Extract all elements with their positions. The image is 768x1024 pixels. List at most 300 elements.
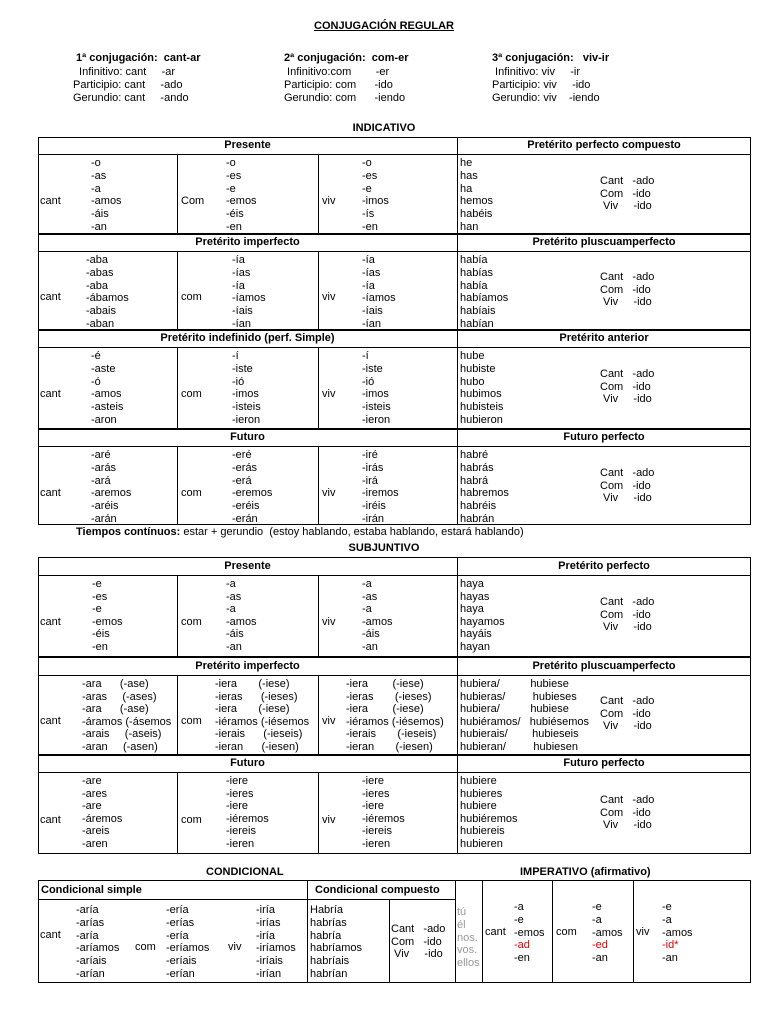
ending-ir: -es: [362, 169, 378, 182]
ending-ir: -iría: [256, 929, 275, 942]
rule: [38, 329, 751, 331]
ending-ir: -irá: [362, 474, 378, 487]
ending-ir: -imos: [362, 388, 389, 401]
ending-ar: -amos: [91, 388, 122, 401]
ending-er: -ieron: [232, 414, 261, 426]
imperative-person: vos.: [457, 944, 478, 957]
auxiliary-verb: habrías: [310, 916, 347, 929]
auxiliary-verb: hubiere: [460, 775, 497, 787]
ending-er: -imos: [232, 388, 259, 401]
participle: Com -ido: [600, 707, 651, 720]
ending-ir: -iera (-iese): [346, 678, 424, 690]
ending-er: -ieren: [226, 837, 255, 850]
ending-er: -ías: [232, 266, 251, 279]
imperative-person: nos.: [457, 931, 478, 944]
ending-ar: -áremos: [82, 812, 123, 825]
ending-er: -iera (-iese): [215, 703, 290, 715]
ending-ir: -áis: [362, 628, 380, 640]
ending-er: -eríais: [166, 955, 197, 968]
stem-er: com: [135, 941, 156, 953]
ending-er: -eremos: [232, 487, 273, 500]
ending-ar: -ares: [82, 787, 108, 800]
participle: Cant -ado: [600, 467, 655, 479]
ending-er: -as: [226, 590, 242, 603]
ind-presente-title: Presente: [224, 139, 271, 151]
stem-ir: viv: [322, 616, 336, 628]
auxiliary-verb: había: [460, 279, 488, 292]
subjuntivo-label: SUBJUNTIVO: [348, 542, 420, 554]
ending-er: -ía: [232, 279, 245, 292]
ending-ar: -arían: [76, 968, 105, 980]
ending-ir: -ieres: [362, 787, 390, 800]
ending-ir: -ía: [362, 279, 375, 292]
auxiliary-verb: hubiereis: [460, 825, 505, 837]
ending-er: -iéramos (-iésemos: [215, 715, 310, 728]
rule: [318, 675, 319, 754]
participle: Viv -ido: [600, 296, 652, 308]
imperative-ending-ir: -amos: [662, 926, 693, 939]
ending-ir: -iste: [362, 362, 383, 375]
imperative-ending-ar: -ad: [514, 939, 530, 952]
indicativo-label: INDICATIVO: [352, 122, 416, 134]
ending-ir: -en: [362, 221, 378, 233]
rule: [38, 251, 751, 252]
ending-ir: -iéremos: [362, 812, 405, 825]
auxiliary-verb: habré: [460, 449, 489, 461]
ending-ar: -aréis: [91, 500, 119, 513]
stem-ir: viv: [322, 195, 336, 207]
ending-ar: -éis: [92, 628, 110, 640]
ending-ar: -aremos: [91, 487, 132, 500]
stem-ar: cant: [40, 616, 61, 628]
ind-futuro-perf-title: Futuro perfecto: [563, 431, 645, 443]
ending-ar: -ara (-ase): [82, 703, 149, 715]
auxiliary-verb: habremos: [460, 487, 509, 500]
ending-ir: -í: [362, 350, 369, 362]
ending-ar: -é: [91, 350, 101, 362]
ending-ir: -irías: [256, 916, 281, 929]
rule: [318, 772, 319, 854]
stem-ir: viv: [228, 941, 242, 953]
participle: Cant -ado: [600, 175, 655, 187]
auxiliary-verb: habréis: [460, 500, 497, 513]
ending-ar: -emos: [92, 615, 123, 628]
intro-2-line: Gerundio: com -iendo: [284, 92, 406, 104]
ending-er: -iéremos: [226, 812, 269, 825]
rule: [38, 428, 751, 430]
cond-simple-title: Condicional simple: [41, 884, 142, 896]
imperative-ending-er: -amos: [592, 926, 623, 939]
intro-3-line: Participio: viv -ido: [492, 79, 591, 91]
rule: [38, 675, 751, 676]
ending-er: -an: [226, 640, 242, 653]
imperative-person: ellos: [457, 957, 480, 970]
ending-ir: -irían: [256, 968, 282, 980]
ending-ir: -ís: [362, 208, 375, 221]
ending-er: -eré: [232, 449, 252, 461]
sub-futuro-perf-title: Futuro perfecto: [563, 757, 645, 769]
rule: [38, 772, 751, 773]
ending-ar: -arais (-aseis): [82, 728, 162, 740]
ending-ir: -ieras (-ieses): [346, 690, 432, 703]
ind-anterior-title: Pretérito anterior: [559, 332, 649, 344]
stem-ar: cant: [40, 715, 61, 727]
ending-er: -áis: [226, 628, 244, 640]
ending-er: -erán: [232, 513, 258, 525]
ending-ar: -aren: [82, 837, 108, 850]
intro-2-line: Infinitivo:com -er: [284, 66, 390, 78]
auxiliary-verb: hubiera/ hubiese: [460, 678, 569, 690]
ending-er: -iera (-iese): [215, 678, 290, 690]
auxiliary-verb: haya: [460, 603, 484, 615]
auxiliary-verb: habrían: [310, 968, 348, 980]
intro-1-head: 1ª conjugación: cant-ar: [76, 52, 201, 64]
ending-ir: -a: [362, 578, 372, 590]
ending-ar: -en: [92, 640, 108, 653]
auxiliary-verb: han: [460, 221, 479, 233]
rule: [318, 575, 319, 656]
rule: [38, 446, 751, 447]
participle: Cant -ado: [600, 794, 655, 806]
rule: [482, 880, 483, 983]
ending-er: -iere: [226, 800, 249, 812]
ending-ir: -ías: [362, 266, 381, 279]
auxiliary-verb: hemos: [460, 195, 494, 208]
rule: [177, 446, 178, 525]
auxiliary-verb: hayas: [460, 590, 490, 603]
stem-ir: viv: [322, 291, 336, 303]
ending-er: -ía: [232, 254, 245, 266]
stem-er: com: [181, 388, 202, 400]
intro-1-line: Participio: cant -ado: [73, 79, 183, 91]
continuous-note: [76, 526, 524, 539]
rule: [38, 233, 751, 235]
auxiliary-verb: hubiéramos/ hubiésemos: [460, 715, 590, 728]
ending-er: -ieran (-iesen): [215, 740, 299, 753]
auxiliary-verb: hubiéremos: [460, 812, 518, 825]
participle: Viv -ido: [600, 819, 652, 831]
continuous-text: estar + gerundio (estoy hablando, estaba hablando, estará hablando): [180, 526, 524, 538]
intro-1-line: Infinitivo: cant -ar: [76, 66, 176, 78]
ending-ir: -iremos: [362, 487, 399, 500]
stem-er: com: [181, 616, 202, 628]
participle: Viv -ido: [391, 948, 443, 960]
ending-ar: -áramos (-ásemos: [82, 715, 172, 728]
participle: Viv -ido: [600, 720, 652, 732]
ending-er: -erían: [166, 968, 195, 980]
auxiliary-verb: habían: [460, 318, 494, 330]
imperativo-label: IMPERATIVO (afirmativo): [520, 866, 651, 878]
ending-ir: -a: [362, 603, 372, 615]
auxiliary-verb: ha: [460, 182, 473, 195]
ending-ar: -ará: [91, 474, 111, 487]
imperative-ending-ir: -id*: [662, 939, 679, 952]
ending-ar: -aré: [91, 449, 111, 461]
cond-compuesto-title: Condicional compuesto: [315, 884, 440, 896]
ending-er: -ería: [166, 904, 189, 916]
intro-3-line: Gerundio: viv -iendo: [492, 92, 600, 104]
rule: [318, 251, 319, 329]
participle: Viv -ido: [600, 393, 652, 405]
rule: [177, 154, 178, 233]
rule: [318, 154, 319, 233]
auxiliary-verb: habíamos: [460, 292, 509, 305]
ind-pluscuam-title: Pretérito pluscuamperfecto: [532, 236, 676, 248]
ending-er: -e: [226, 182, 236, 195]
ending-ar: -aba: [86, 254, 109, 266]
ending-er: -eréis: [232, 500, 260, 513]
ending-ar: -arás: [91, 461, 117, 474]
stem-er: com: [181, 291, 202, 303]
imperative-ending-ar: -e: [514, 913, 524, 926]
rule: [177, 675, 178, 754]
auxiliary-verb: habríais: [310, 955, 350, 968]
stem-er: com: [556, 926, 577, 938]
auxiliary-verb: hubo: [460, 375, 485, 388]
ending-er: -eríamos: [166, 942, 210, 955]
ending-ir: -iere: [362, 800, 385, 812]
stem-ir: viv: [636, 926, 650, 938]
participle: Com -ido: [600, 608, 651, 621]
rule: [307, 880, 308, 983]
ending-er: -o: [226, 157, 236, 169]
ending-er: -erías: [166, 916, 195, 929]
ending-ar: -o: [91, 157, 101, 169]
stem-er: com: [181, 487, 202, 499]
sub-perfecto-title: Pretérito perfecto: [558, 560, 650, 572]
auxiliary-verb: había: [460, 254, 488, 266]
intro-2-head: 2ª conjugación: com-er: [284, 52, 409, 64]
auxiliary-verb: habéis: [460, 208, 493, 221]
ending-er: -í: [232, 350, 239, 362]
page-title: CONJUGACIÓN REGULAR: [314, 20, 454, 32]
rule: [38, 347, 751, 348]
ending-ir: -ieren: [362, 837, 391, 850]
stem-ir: viv: [322, 715, 336, 727]
ending-er: -ieres: [226, 787, 254, 800]
participle: Cant -ado: [600, 368, 655, 380]
ending-ar: -arán: [91, 513, 117, 525]
ending-ar: -aras (-ases): [82, 690, 157, 703]
ending-er: -éis: [226, 208, 244, 221]
auxiliary-verb: has: [460, 169, 478, 182]
ending-ar: -e: [92, 603, 102, 615]
ending-er: -íais: [232, 305, 253, 318]
ind-futuro-title: Futuro: [230, 431, 265, 443]
ending-er: -a: [226, 603, 236, 615]
stem-ir: viv: [322, 814, 336, 826]
auxiliary-verb: Habría: [310, 904, 344, 916]
ending-ir: -e: [362, 182, 372, 195]
auxiliary-verb: hubiera/ hubiese: [460, 703, 569, 715]
ending-ar: -an: [91, 221, 107, 233]
ending-ir: -iera (-iese): [346, 703, 424, 715]
ending-ir: -íais: [362, 305, 383, 318]
ending-ar: -as: [91, 169, 107, 182]
participle: Com -ido: [600, 187, 651, 200]
ending-er: -iereis: [226, 825, 256, 837]
auxiliary-verb: habrás: [460, 461, 494, 474]
auxiliary-verb: habíais: [460, 305, 496, 318]
sub-futuro-title: Futuro: [230, 757, 265, 769]
participle: Cant -ado: [391, 923, 446, 935]
participle: Cant -ado: [600, 271, 655, 283]
ending-ar: -aran (-asen): [82, 740, 158, 753]
ending-ar: -asteis: [91, 401, 124, 414]
ending-ir: -an: [362, 640, 378, 653]
sub-presente-title: Presente: [224, 560, 271, 572]
participle: Com -ido: [600, 806, 651, 819]
ending-ar: -aste: [91, 362, 116, 375]
ending-er: -ían: [232, 318, 251, 330]
ending-ar: -ó: [91, 375, 101, 388]
auxiliary-verb: habría: [310, 929, 342, 942]
imperative-ending-er: -ed: [592, 939, 608, 952]
rule: [38, 575, 751, 576]
imperative-ending-ir: -a: [662, 913, 672, 926]
ending-ar: -are: [82, 800, 102, 812]
ending-ar: -aban: [86, 318, 115, 330]
imperative-ending-er: -a: [592, 913, 602, 926]
intro-2-line: Participio: com -ido: [284, 79, 393, 91]
stem-ar: cant: [40, 195, 61, 207]
auxiliary-verb: hayamos: [460, 615, 505, 628]
auxiliary-verb: hubieres: [460, 787, 503, 800]
ending-ar: -ara (-ase): [82, 678, 149, 690]
stem-ar: cant: [485, 926, 506, 938]
ending-er: -es: [226, 169, 242, 182]
participle: Cant -ado: [600, 695, 655, 707]
stem-er: com: [181, 715, 202, 727]
auxiliary-verb: hubiste: [460, 362, 496, 375]
ending-ar: -amos: [91, 195, 122, 208]
rule: [177, 575, 178, 656]
stem-er: com: [181, 814, 202, 826]
ind-perf-comp-title: Pretérito perfecto compuesto: [527, 139, 681, 151]
ending-ar: -areis: [82, 825, 110, 837]
auxiliary-verb: haya: [460, 578, 484, 590]
stem-ir: viv: [322, 388, 336, 400]
ending-ir: -iré: [362, 449, 378, 461]
imperative-ending-ar: -emos: [514, 926, 545, 939]
imperative-ending-ir: -an: [662, 952, 678, 965]
rule: [38, 899, 455, 900]
condicional-label: CONDICIONAL: [206, 866, 284, 878]
auxiliary-verb: hubierais/ hubieseis: [460, 728, 579, 740]
ending-ir: -iréis: [362, 500, 386, 513]
auxiliary-verb: hubiere: [460, 800, 497, 812]
sub-imperfecto-title: Pretérito imperfecto: [195, 660, 300, 672]
participle: Com -ido: [391, 935, 442, 948]
ending-ir: -ían: [362, 318, 381, 330]
ending-ir: -ieran (-iesen): [346, 740, 433, 753]
intro-1-line: Gerundio: cant -ando: [73, 92, 189, 104]
auxiliary-verb: hubimos: [460, 388, 502, 401]
participle: Viv -ido: [600, 621, 652, 633]
auxiliary-verb: habríamos: [310, 942, 362, 955]
auxiliary-verb: hubieran/ hubiesen: [460, 740, 579, 753]
auxiliary-verb: hubieras/ hubieses: [460, 690, 577, 703]
ending-ir: -irán: [362, 513, 385, 525]
auxiliary-verb: hube: [460, 350, 485, 362]
ending-ir: -imos: [362, 195, 389, 208]
rule: [318, 347, 319, 428]
ending-ir: -o: [362, 157, 372, 169]
ending-ir: -ierais (-ieseis): [346, 728, 437, 740]
stem-ar: cant: [40, 487, 61, 499]
ending-er: -isteis: [232, 401, 261, 414]
continuous-label: Tiempos contínuos:: [76, 526, 181, 538]
participle: Viv -ido: [600, 200, 652, 212]
participle: Com -ido: [600, 380, 651, 393]
ending-ar: -áis: [91, 208, 109, 221]
participle: Com -ido: [600, 283, 651, 296]
ending-ir: -íamos: [362, 292, 396, 305]
ending-er: -iere: [226, 775, 249, 787]
stem-ar: cant: [40, 388, 61, 400]
ending-ar: -arías: [76, 916, 105, 929]
ending-er: -ieras (-ieses): [215, 690, 298, 703]
auxiliary-verb: habías: [460, 266, 494, 279]
stem-ar: cant: [40, 814, 61, 826]
intro-3-head: 3ª conjugación: viv-ir: [492, 52, 610, 64]
ind-imperfecto-title: Pretérito imperfecto: [195, 236, 300, 248]
ending-ir: -iríais: [256, 955, 283, 968]
auxiliary-verb: hayan: [460, 640, 490, 653]
ending-ir: -iere: [362, 775, 385, 787]
ending-ar: -are: [82, 775, 102, 787]
sub-pluscuam-title: Pretérito pluscuamperfecto: [532, 660, 676, 672]
ending-ir: -iereis: [362, 825, 392, 837]
ending-er: -íamos: [232, 292, 266, 305]
ending-ir: -iríamos: [256, 942, 296, 955]
rule: [177, 251, 178, 329]
auxiliary-verb: hayáis: [460, 628, 492, 640]
imperative-person: él: [457, 918, 466, 931]
participle: Cant -ado: [600, 596, 655, 608]
rule: [389, 899, 390, 983]
ending-ir: -ieron: [362, 414, 391, 426]
auxiliary-verb: habrán: [460, 513, 495, 525]
rule: [38, 754, 751, 756]
intro-3-line: Infinitivo: viv -ir: [492, 66, 581, 78]
stem-ir: viv: [322, 487, 336, 499]
imperative-ending-ar: -a: [514, 901, 524, 913]
imperative-ending-er: -e: [592, 901, 602, 913]
ending-ar: -aba: [86, 279, 109, 292]
subjuntivo-divider: [457, 557, 458, 854]
ending-ar: -aría: [76, 904, 99, 916]
rule: [633, 880, 634, 983]
ending-er: -emos: [226, 195, 257, 208]
stem-er: Com: [181, 195, 205, 207]
ending-ir: -iría: [256, 904, 275, 916]
ending-er: -erá: [232, 474, 252, 487]
ending-er: -amos: [226, 615, 257, 628]
ending-ir: -irás: [362, 461, 384, 474]
imperative-ending-ir: -e: [662, 901, 672, 913]
ending-er: -en: [226, 221, 242, 233]
ending-ar: -aron: [91, 414, 117, 426]
ending-ir: -ió: [362, 375, 375, 388]
auxiliary-verb: hubisteis: [460, 401, 504, 414]
ending-ir: -iéramos (-iésemos): [346, 715, 444, 728]
ending-ar: -abas: [86, 266, 114, 279]
auxiliary-verb: he: [460, 157, 473, 169]
ending-ar: -aríamos: [76, 942, 120, 955]
auxiliary-verb: habrá: [460, 474, 489, 487]
ending-ir: -amos: [362, 615, 393, 628]
